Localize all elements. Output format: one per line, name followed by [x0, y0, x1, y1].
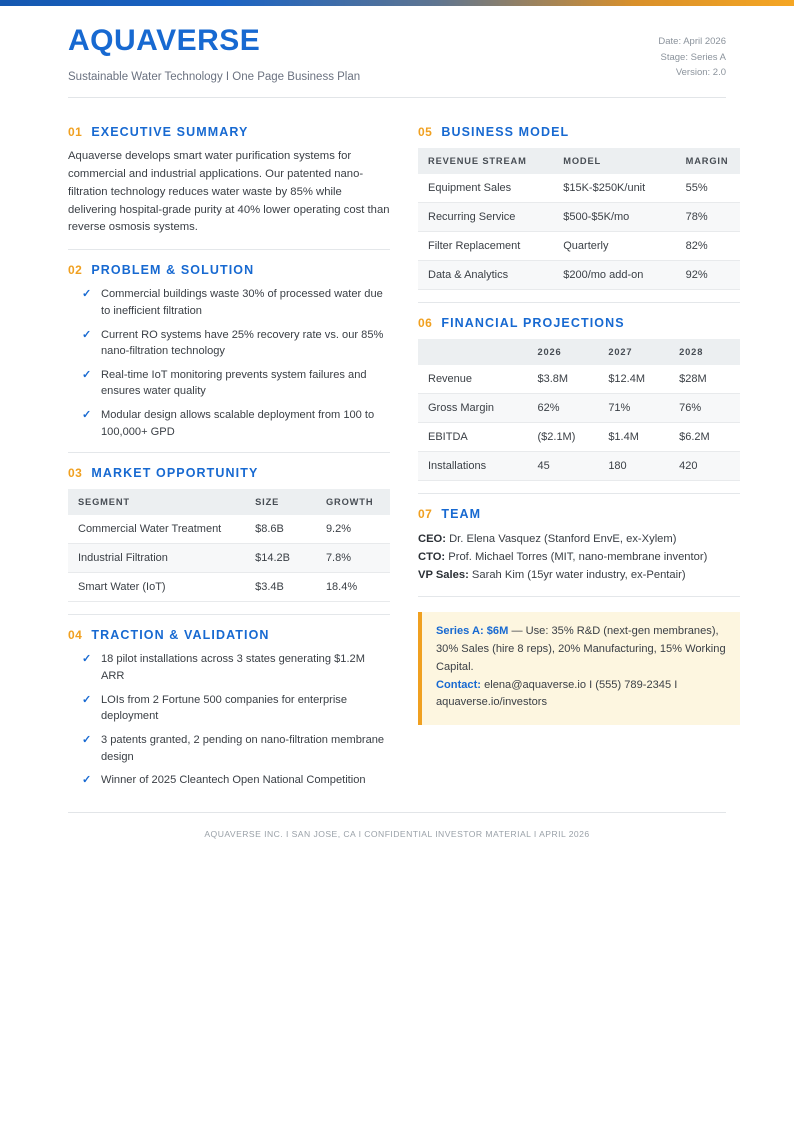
column-header-metric	[418, 339, 527, 365]
problem-solution-list	[68, 286, 390, 440]
team-member-detail: Sarah Kim (15yr water industry, ex-Pentair)	[471, 569, 686, 582]
team-member-role: VP Sales:	[418, 569, 469, 582]
right-column	[418, 112, 740, 796]
section-number: 07	[418, 507, 433, 521]
footer-text: AQUAVERSE INC. I SAN JOSE, CA I CONFIDENTIAL INVESTOR MATERIAL I APRIL 2026	[204, 828, 590, 839]
table-header-row	[68, 489, 390, 515]
section-heading	[68, 466, 390, 480]
section-financial-projections	[418, 316, 740, 481]
table-row	[418, 394, 740, 423]
callout-contact	[436, 677, 726, 713]
cell-2027: 180	[598, 452, 669, 481]
section-divider	[418, 302, 740, 303]
section-team	[418, 507, 740, 584]
check-icon: ✓	[82, 368, 92, 381]
column-header-growth: GROWTH	[316, 489, 390, 515]
table-row	[68, 515, 390, 544]
list-item	[82, 407, 390, 440]
cell-2027: $12.4M	[598, 365, 669, 394]
list-item-text: 3 patents granted, 2 pending on nano-filtration membrane design	[101, 733, 385, 763]
team-member-detail: Prof. Michael Torres (MIT, nano-membrane inventor)	[448, 551, 708, 564]
content-columns	[68, 112, 729, 796]
team-member-role: CTO:	[418, 551, 446, 564]
cell-segment: Industrial Filtration	[68, 544, 245, 573]
cell-2028: $6.2M	[669, 423, 740, 452]
cell-2027: $1.4M	[598, 423, 669, 452]
check-icon: ✓	[82, 693, 92, 706]
section-problem-solution	[68, 263, 390, 440]
cell-segment: Smart Water (IoT)	[68, 573, 245, 602]
section-number: 02	[68, 263, 83, 278]
cell-metric: Gross Margin	[418, 394, 527, 423]
cell-metric: Installations	[418, 452, 527, 481]
team-member	[418, 566, 740, 584]
cell-margin: 82%	[676, 232, 740, 261]
column-header-model: MODEL	[553, 148, 675, 174]
section-title: PROBLEM & SOLUTION	[91, 263, 255, 278]
cell-2026: 45	[527, 452, 598, 481]
cell-2026: $3.8M	[527, 365, 598, 394]
section-divider	[418, 596, 740, 597]
table-header-row	[418, 339, 740, 365]
section-heading	[68, 628, 390, 642]
document-footer	[68, 812, 726, 842]
section-number: 05	[418, 125, 433, 139]
cell-2026: ($2.1M)	[527, 423, 598, 452]
list-item	[82, 772, 390, 789]
cell-model: $500-$5K/mo	[553, 203, 675, 232]
list-item-text: 18 pilot installations across 3 states generating $1.2M ARR	[101, 653, 365, 682]
column-header-revenue-stream: REVENUE STREAM	[418, 148, 553, 174]
cell-segment: Commercial Water Treatment	[68, 515, 245, 544]
check-icon: ✓	[82, 288, 92, 301]
cell-revenue-stream: Equipment Sales	[418, 174, 553, 203]
list-item-text: Commercial buildings waste 30% of processed water due to inefficient filtration	[101, 288, 383, 317]
financial-projections-table	[418, 339, 740, 481]
market-opportunity-table	[68, 489, 390, 602]
table-row	[418, 203, 740, 232]
column-header-segment: SEGMENT	[68, 489, 245, 515]
team-member-detail: Dr. Elena Vasquez (Stanford EnvE, ex-Xylem)	[449, 533, 677, 545]
cell-metric: EBITDA	[418, 423, 527, 452]
executive-summary-body: Aquaverse develops smart water purification systems for commercial and industrial applications. Our patented nano-filtration technology reduces water waste by 85% while delivering hospital-grade purity at 40% lower operating cost than reverse osmosis systems.	[68, 150, 390, 234]
investment-callout	[418, 612, 740, 725]
document-page	[0, 6, 794, 842]
cell-size: $8.6B	[245, 515, 316, 544]
brand-block	[68, 24, 360, 83]
section-divider	[68, 452, 390, 453]
table-row	[418, 423, 740, 452]
cell-model: $200/mo add-on	[553, 261, 675, 290]
team-member	[418, 530, 740, 548]
section-divider	[68, 614, 390, 615]
cell-2028: $28M	[669, 365, 740, 394]
cell-growth: 18.4%	[316, 573, 390, 602]
meta-date: Date: April 2026	[658, 36, 726, 47]
check-icon: ✓	[82, 409, 92, 422]
list-item	[82, 732, 390, 765]
section-heading	[68, 263, 390, 277]
list-item	[82, 327, 390, 360]
section-number: 03	[68, 466, 83, 481]
cell-2026: 62%	[527, 394, 598, 423]
document-header	[68, 6, 726, 83]
section-title: FINANCIAL PROJECTIONS	[441, 316, 625, 330]
team-member-role: CEO:	[418, 533, 446, 545]
section-title: BUSINESS MODEL	[441, 125, 570, 139]
meta-stage: Stage: Series A	[660, 51, 726, 63]
column-header-size: SIZE	[245, 489, 316, 515]
cell-size: $14.2B	[245, 544, 316, 573]
business-model-table	[418, 148, 740, 290]
document-meta	[658, 24, 726, 81]
table-row	[418, 232, 740, 261]
section-executive-summary	[68, 125, 390, 237]
section-market-opportunity	[68, 466, 390, 602]
section-heading	[418, 316, 740, 330]
meta-version: Version: 2.0	[675, 67, 726, 79]
check-icon: ✓	[82, 733, 92, 746]
check-icon: ✓	[82, 328, 92, 341]
left-column	[68, 112, 390, 796]
cell-2027: 71%	[598, 394, 669, 423]
table-row	[68, 544, 390, 573]
traction-list	[68, 651, 390, 788]
callout-raise-body: — Use: 35% R&D (next-gen membranes), 30% Sales (hire 8 reps), 20% Manufacturing, 15% Working Capital.	[436, 625, 726, 673]
list-item	[82, 367, 390, 400]
list-item-text: Current RO systems have 25% recovery rate vs. our 85% nano-filtration technology	[101, 328, 384, 358]
column-header-2026: 2026	[527, 339, 598, 365]
table-row	[418, 174, 740, 203]
cell-margin: 55%	[676, 174, 740, 203]
cell-model: Quarterly	[553, 232, 675, 261]
table-row	[418, 365, 740, 394]
section-title: TRACTION & VALIDATION	[91, 628, 270, 643]
list-item	[82, 286, 390, 319]
table-header-row	[418, 148, 740, 174]
cell-metric: Revenue	[418, 365, 527, 394]
table-row	[68, 573, 390, 602]
check-icon: ✓	[82, 774, 92, 787]
cell-margin: 78%	[676, 203, 740, 232]
company-tagline: Sustainable Water Technology I One Page Business Plan	[68, 71, 361, 83]
company-name: AQUAVERSE	[68, 24, 261, 57]
cell-2028: 420	[669, 452, 740, 481]
list-item-text: Real-time IoT monitoring prevents system failures and ensures water quality	[101, 368, 367, 398]
table-row	[418, 261, 740, 290]
list-item-text: LOIs from 2 Fortune 500 companies for enterprise deployment	[101, 693, 348, 723]
callout-contact-body: elena@aquaverse.io I (555) 789-2345 I aquaverse.io/investors	[436, 678, 678, 709]
check-icon: ✓	[82, 653, 92, 666]
section-title: TEAM	[441, 507, 482, 521]
section-traction-validation	[68, 628, 390, 788]
cell-2028: 76%	[669, 394, 740, 423]
list-item	[82, 692, 390, 725]
section-heading	[418, 125, 740, 139]
section-divider	[68, 249, 390, 250]
section-title: MARKET OPPORTUNITY	[91, 466, 259, 481]
cell-growth: 9.2%	[316, 515, 390, 544]
column-header-2027: 2027	[598, 339, 669, 365]
callout-contact-label: Contact:	[436, 678, 481, 691]
callout-raise-label: Series A: $6M	[436, 625, 509, 638]
section-number: 06	[418, 316, 433, 330]
header-divider	[68, 97, 726, 98]
section-heading	[68, 125, 390, 139]
cell-revenue-stream: Recurring Service	[418, 203, 553, 232]
column-header-margin: MARGIN	[676, 148, 740, 174]
section-heading	[418, 507, 740, 521]
cell-revenue-stream: Data & Analytics	[418, 261, 553, 290]
list-item-text: Modular design allows scalable deployment from 100 to 100,000+ GPD	[101, 409, 375, 438]
cell-revenue-stream: Filter Replacement	[418, 232, 553, 261]
cell-model: $15K-$250K/unit	[553, 174, 675, 203]
section-number: 04	[68, 628, 83, 643]
list-item-text: Winner of 2025 Cleantech Open National Competition	[101, 774, 366, 787]
cell-growth: 7.8%	[316, 544, 390, 573]
section-title: EXECUTIVE SUMMARY	[91, 125, 249, 139]
team-member	[418, 548, 740, 566]
column-header-2028: 2028	[669, 339, 740, 365]
section-number: 01	[68, 125, 83, 139]
section-divider	[418, 493, 740, 494]
table-row	[418, 452, 740, 481]
list-item	[82, 651, 390, 684]
callout-raise	[436, 623, 726, 676]
section-business-model	[418, 125, 740, 290]
cell-margin: 92%	[676, 261, 740, 290]
cell-size: $3.4B	[245, 573, 316, 602]
